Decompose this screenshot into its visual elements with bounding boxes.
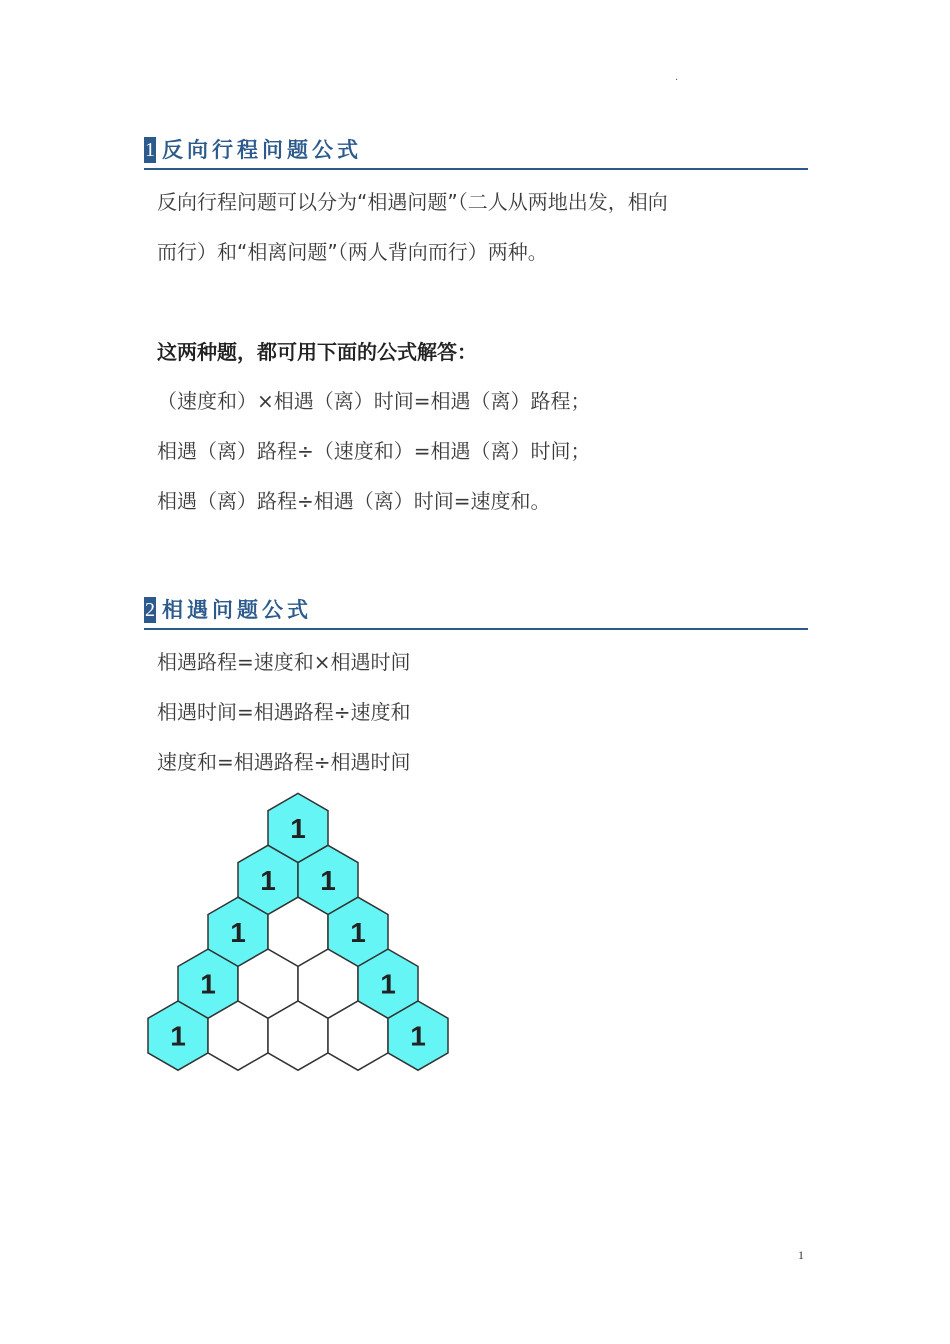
page-number: 1 [798, 1248, 804, 1262]
section-1-bold-line: 这两种题，都可用下面的公式解答： [157, 340, 477, 364]
section-2-formula-1: 相遇路程=速度和×相遇时间 [157, 650, 411, 674]
section-2-formula-2: 相遇时间=相遇路程÷速度和 [157, 700, 411, 724]
section-1-rule [144, 168, 808, 170]
hex-label: 1 [350, 916, 366, 948]
hex-label: 1 [380, 968, 396, 1000]
section-2-title: 相遇问题公式 [162, 598, 312, 622]
section-1-paragraph-line-1: 反向行程问题可以分为“相遇问题”（二人从两地出发，相向 [157, 190, 668, 214]
hex-label: 1 [170, 1020, 186, 1052]
hex-label: 1 [290, 813, 306, 844]
hexagon-pyramid [144, 790, 454, 1082]
section-2-rule [144, 628, 808, 630]
section-1-paragraph-line-2: 而行）和“相离问题”（两人背向而行）两种。 [157, 240, 548, 264]
hex-label: 1 [230, 916, 246, 948]
section-1-number: 1 [145, 139, 155, 161]
hex-label: 1 [200, 968, 216, 1000]
hex-label: 1 [320, 864, 336, 896]
section-2-heading [144, 594, 808, 630]
header-mark: . [675, 72, 679, 83]
section-1-formula-2: 相遇（离）路程÷（速度和）=相遇（离）时间； [157, 439, 591, 463]
section-1-heading [144, 134, 808, 170]
section-1-formula-1: （速度和）×相遇（离）时间=相遇（离）路程； [157, 389, 591, 413]
section-1-formula-3: 相遇（离）路程÷相遇（离）时间=速度和。 [157, 489, 551, 513]
section-2-number: 2 [145, 599, 155, 621]
hex-label: 1 [410, 1020, 426, 1052]
section-1-title: 反向行程问题公式 [162, 138, 362, 162]
hex-label: 1 [260, 864, 276, 896]
section-2-formula-3: 速度和=相遇路程÷相遇时间 [157, 750, 411, 774]
